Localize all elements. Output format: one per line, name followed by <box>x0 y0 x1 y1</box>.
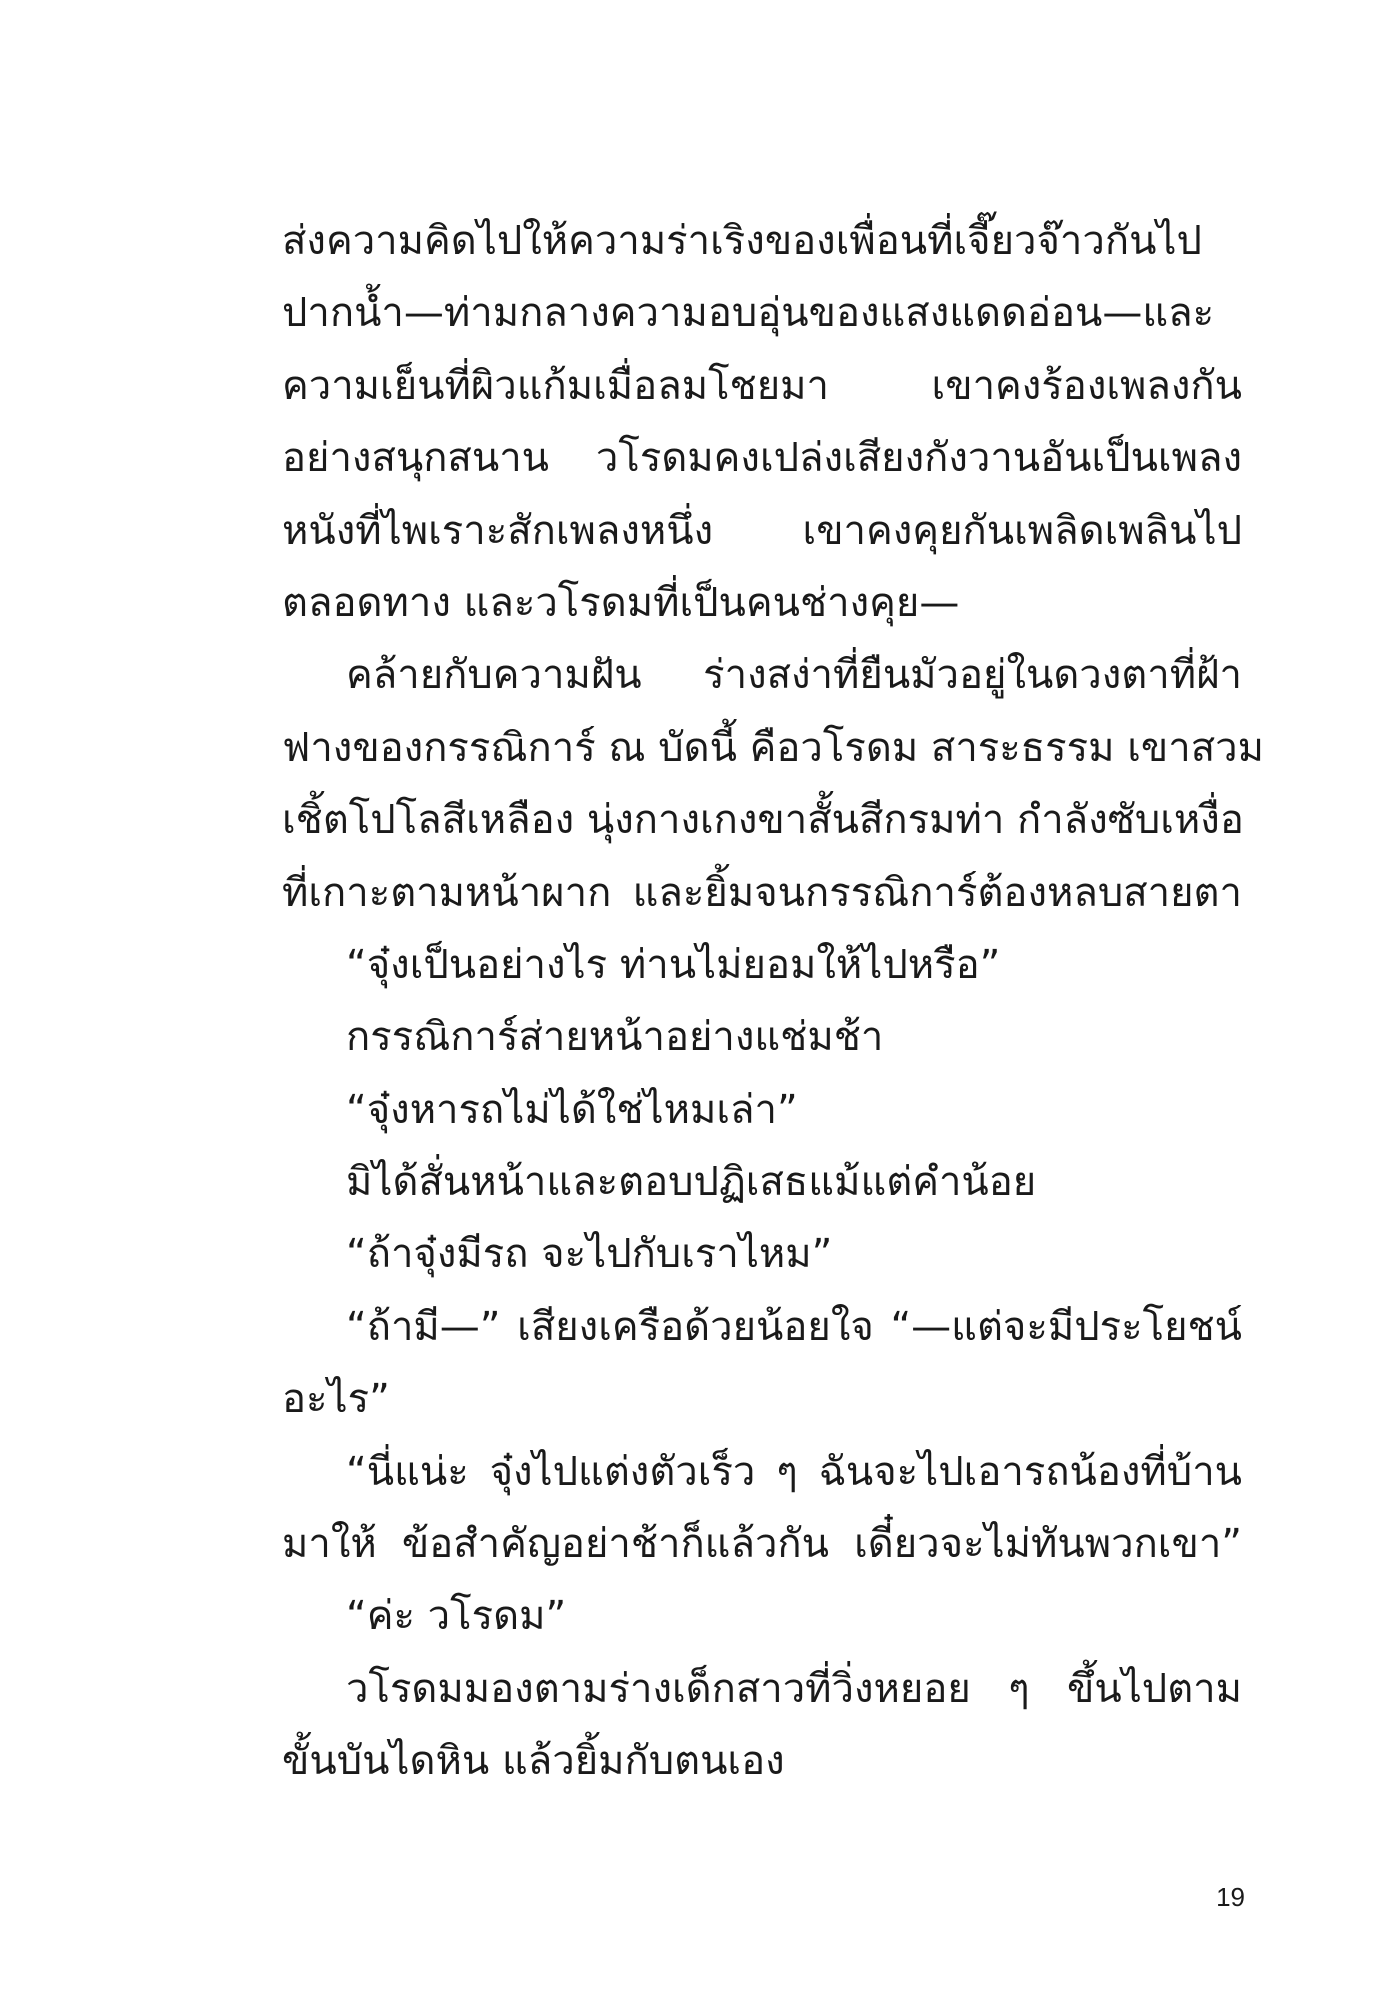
text-line: ที่เกาะตามหน้าผาก และยิ้มจนกรรณิการ์ต้องหลบสายตา <box>282 869 1242 916</box>
paragraph-first-line: คล้ายกับความฝัน ร่างสง่าที่ยืนมัวอยู่ในดวงตาที่ฝ้า <box>346 652 1242 699</box>
dialogue-line: “ค่ะ วโรดม” <box>346 1593 567 1640</box>
text-line: ส่งความคิดไปให้ความร่าเริงของเพื่อนที่เจี๊ยวจ๊าวกันไป <box>282 218 1202 264</box>
text-line: หนังที่ไพเราะสักเพลงหนึ่ง เขาคงคุยกันเพลิดเพลินไป <box>282 507 1242 554</box>
text-line: ตลอดทาง และวโรดมที่เป็นคนช่างคุย— <box>282 579 960 626</box>
paragraph-first-line: วโรดมมองตามร่างเด็กสาวที่วิ่งหยอย ๆ ขึ้นไปตาม <box>346 1665 1242 1712</box>
dialogue-line: “จุ๋งหารถไม่ได้ใช่ไหมเล่า” <box>346 1086 798 1133</box>
text-line: ฟางของกรรณิการ์ ณ บัดนี้ คือวโรดม สาระธรรม เขาสวม <box>282 724 1264 771</box>
dialogue-line: “จุ๋งเป็นอย่างไร ท่านไม่ยอมให้ไปหรือ” <box>346 941 1001 988</box>
dialogue-line: “ถ้าจุ๋งมีรถ จะไปกับเราไหม” <box>346 1231 833 1278</box>
text-line: ขั้นบันไดหิน แล้วยิ้มกับตนเอง <box>282 1738 785 1785</box>
page-number: 19 <box>1216 1882 1245 1912</box>
text-line: อะไร” <box>282 1376 390 1423</box>
text-line: อย่างสนุกสนาน วโรดมคงเปล่งเสียงกังวานอันเป็นเพลง <box>282 435 1242 482</box>
dialogue-line: “นี่แน่ะ จุ๋งไปแต่งตัวเร็ว ๆ ฉันจะไปเอารถน้องที่บ้าน <box>346 1448 1242 1495</box>
text-line: ปากน้ำ—ท่ามกลางความอบอุ่นของแสงแดดอ่อน—และ <box>282 290 1215 337</box>
text-line: เชิ้ตโปโลสีเหลือง นุ่งกางเกงขาสั้นสีกรมท่า กำลังซับเหงื่อ <box>282 797 1244 844</box>
dialogue-line: “ถ้ามี—” เสียงเครือด้วยน้อยใจ “—แต่จะมีประโยชน์ <box>346 1303 1242 1350</box>
text-line: มาให้ ข้อสำคัญอย่าช้าก็แล้วกัน เดี๋ยวจะไม่ทันพวกเขา” <box>282 1521 1242 1568</box>
body-text <box>282 205 1264 1798</box>
paragraph-first-line: มิได้สั่นหน้าและตอบปฏิเสธแม้แต่คำน้อย <box>346 1159 1037 1206</box>
text-line: ความเย็นที่ผิวแก้มเมื่อลมโชยมา เขาคงร้องเพลงกัน <box>282 362 1242 409</box>
paragraph-first-line: กรรณิการ์ส่ายหน้าอย่างแช่มช้า <box>346 1014 884 1061</box>
